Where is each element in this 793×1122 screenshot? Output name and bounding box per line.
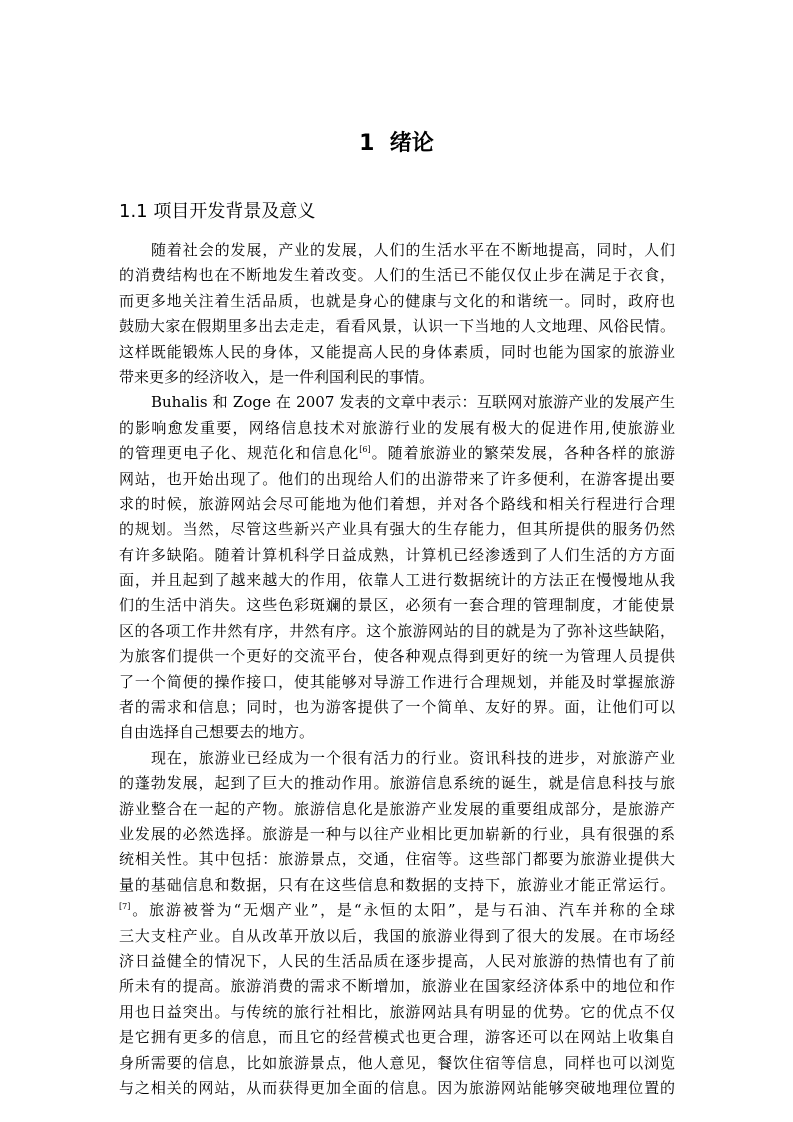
text-line-with-citation	[119, 441, 675, 466]
section-title: 1.1 项目开发背景及意义	[119, 201, 316, 222]
text-line: 三大支柱产业。自从改革开放以后，我国的旅游业得到了很大的发展。在市场经	[119, 926, 675, 945]
text-line: 的影响愈发重要，网络信息技术对旅游行业的发展有极大的促进作用,使旅游业	[119, 418, 675, 437]
text-line: 这样既能锻炼人民的身体，又能提高人民的身体素质，同时也能为国家的旅游业	[119, 342, 675, 361]
text-line: 有许多缺陷。随着计算机科学日益成熟，计算机已经渗透到了人们生活的方方面	[119, 545, 675, 564]
text-line: 的规划。当然，尽管这些新兴产业具有强大的生存能力，但其所提供的服务仍然	[119, 520, 675, 539]
paragraph-3	[119, 746, 675, 1101]
text-line: 的蓬勃发展，起到了巨大的推动作用。旅游信息系统的诞生，就是信息科技与旅	[119, 774, 675, 793]
text-segment: 。随着旅游业的繁荣发展，各种各样的旅游	[370, 444, 675, 463]
text-line: 了一个简便的操作接口，使其能够对导游工作进行合理规划，并能及时掌握旅游	[119, 672, 675, 691]
text-line: 区的各项工作井然有序，井然有序。这个旅游网站的目的就是为了弥补这些缺陷，	[119, 621, 675, 640]
chapter-title: 1 绪论	[359, 131, 434, 156]
text-line: 济日益健全的情况下，人民的生活品质在逐步提高，人民对旅游的热情也有了前	[119, 951, 675, 970]
text-line: 的消费结构也在不断地发生着改变。人们的生活已不能仅仅止步在满足于衣食，	[119, 266, 675, 285]
text-line: 身所需要的信息，比如旅游景点，他人意见，餐饮住宿等信息，同样也可以浏览	[119, 1053, 675, 1072]
text-line: 现在，旅游业已经成为一个很有活力的行业。资讯科技的进步，对旅游产业	[151, 748, 675, 767]
text-line: 带来更多的经济收入，是一件利国利民的事情。	[119, 367, 435, 386]
text-line: 自由选择自己想要去的地方。	[119, 723, 315, 742]
text-line: 们的生活中消失。这些色彩斑斓的景区，必须有一套合理的管理制度，才能使景	[119, 596, 675, 615]
citation-ref: [7]	[119, 902, 131, 912]
text-line: 量的基础信息和数据，只有在这些信息和数据的支持下，旅游业才能正常运行。	[119, 875, 675, 894]
text-line: 而更多地关注着生活品质，也就是身心的健康与文化的和谐统一。同时，政府也	[119, 291, 675, 310]
text-line: 统相关性。其中包括：旅游景点，交通，住宿等。这些部门都要为旅游业提供大	[119, 850, 675, 869]
text-line: 面，并且起到了越来越大的作用，依靠人工进行数据统计的方法正在慢慢地从我	[119, 571, 675, 590]
body-text	[119, 238, 675, 1101]
text-line: 网站，也开始出现了。他们的出现给人们的出游带来了许多便利，在游客提出要	[119, 469, 675, 488]
text-line: 所未有的提高。旅游消费的需求不断增加，旅游业在国家经济体系中的地位和作	[119, 977, 675, 996]
citation-ref: [6]	[359, 445, 371, 455]
text-line: 为旅客们提供一个更好的交流平台，使各种观点得到更好的统一为管理人员提供	[119, 647, 675, 666]
text-line: 用也日益突出。与传统的旅行社相比，旅游网站具有明显的优势。它的优点不仅	[119, 1002, 675, 1021]
text-line: 随着社会的发展，产业的发展，人们的生活水平在不断地提高，同时，人们	[151, 241, 675, 259]
text-line-with-citation	[119, 898, 675, 923]
text-line: 求的时候，旅游网站会尽可能地为他们着想，并对各个路线和相关行程进行合理	[119, 494, 675, 513]
text-line: Buhalis 和 Zoge 在 2007 发表的文章中表示：互联网对旅游产业的发展产生	[151, 393, 675, 412]
text-segment: 。旅游被誉为“无烟产业”，是“永恒的太阳”，是与石油、汽车并称的全球	[130, 901, 675, 920]
paragraph-1	[119, 238, 675, 390]
text-line: 与之相关的网站，从而获得更加全面的信息。因为旅游网站能够突破地理位置的	[119, 1078, 675, 1097]
paragraph-2	[119, 390, 675, 745]
text-line: 是它拥有更多的信息，而且它的经营模式也更合理，游客还可以在网站上收集自	[119, 1028, 675, 1047]
text-segment: 的管理更电子化、规范化和信息化	[119, 444, 360, 463]
text-line: 者的需求和信息；同时，也为游客提供了一个简单、友好的界。面，让他们可以	[119, 698, 675, 717]
text-line: 鼓励大家在假期里多出去走走，看看风景，认识一下当地的人文地理、风俗民情。	[119, 317, 675, 336]
text-line: 业发展的必然选择。旅游是一种与以往产业相比更加崭新的行业，具有很强的系	[119, 824, 675, 843]
text-line: 游业整合在一起的产物。旅游信息化是旅游产业发展的重要组成部分，是旅游产	[119, 799, 675, 818]
